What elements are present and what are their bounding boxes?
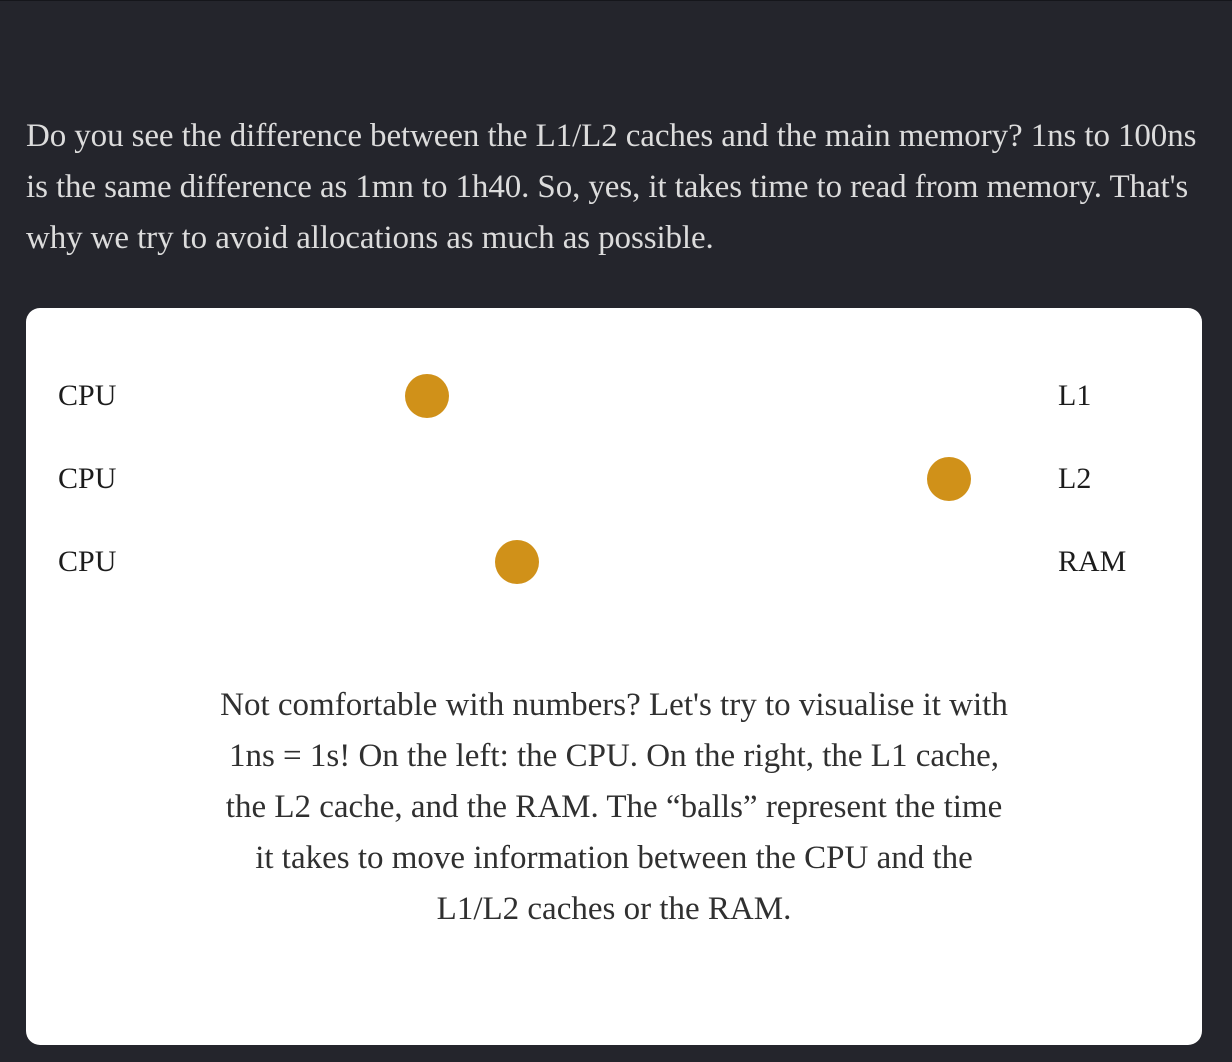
lane-ram-source-label: CPU [58, 545, 117, 578]
lane-l2-source-label: CPU [58, 462, 117, 495]
lane-ram [26, 540, 1202, 584]
lane-ram-track [160, 540, 1020, 584]
latency-visualisation-card [26, 308, 1202, 1045]
intro-paragraph: Do you see the difference between the L1/L2 caches and the main memory? 1ns to 100ns is the same difference as 1mn to 1h40. So, yes, it takes time to read from memory. That's why we try to avoid allocations as much as possible. [26, 118, 1197, 256]
window-top-border [0, 0, 1232, 1]
lane-l1-source-label: CPU [58, 379, 117, 412]
lane-l1-track [160, 374, 1020, 418]
lane-ram-target-label: RAM [1058, 545, 1127, 578]
lane-l1 [26, 374, 1202, 418]
visualisation-caption: Not comfortable with numbers? Let's try to visualise it with 1ns = 1s! On the left: the CPU. On the right, the L1 cache, the L2 cache, and the RAM. The “balls” represent the time it takes to move information between the CPU and the L1/L2 caches or the RAM. [220, 687, 1008, 927]
lane-l2-track [160, 457, 1020, 501]
lane-l2-ball [927, 457, 971, 501]
lane-l1-target-label: L1 [1058, 379, 1092, 412]
lane-l2 [26, 457, 1202, 501]
lane-ram-ball [495, 540, 539, 584]
lane-l1-ball [405, 374, 449, 418]
lane-l2-target-label: L2 [1058, 462, 1092, 495]
